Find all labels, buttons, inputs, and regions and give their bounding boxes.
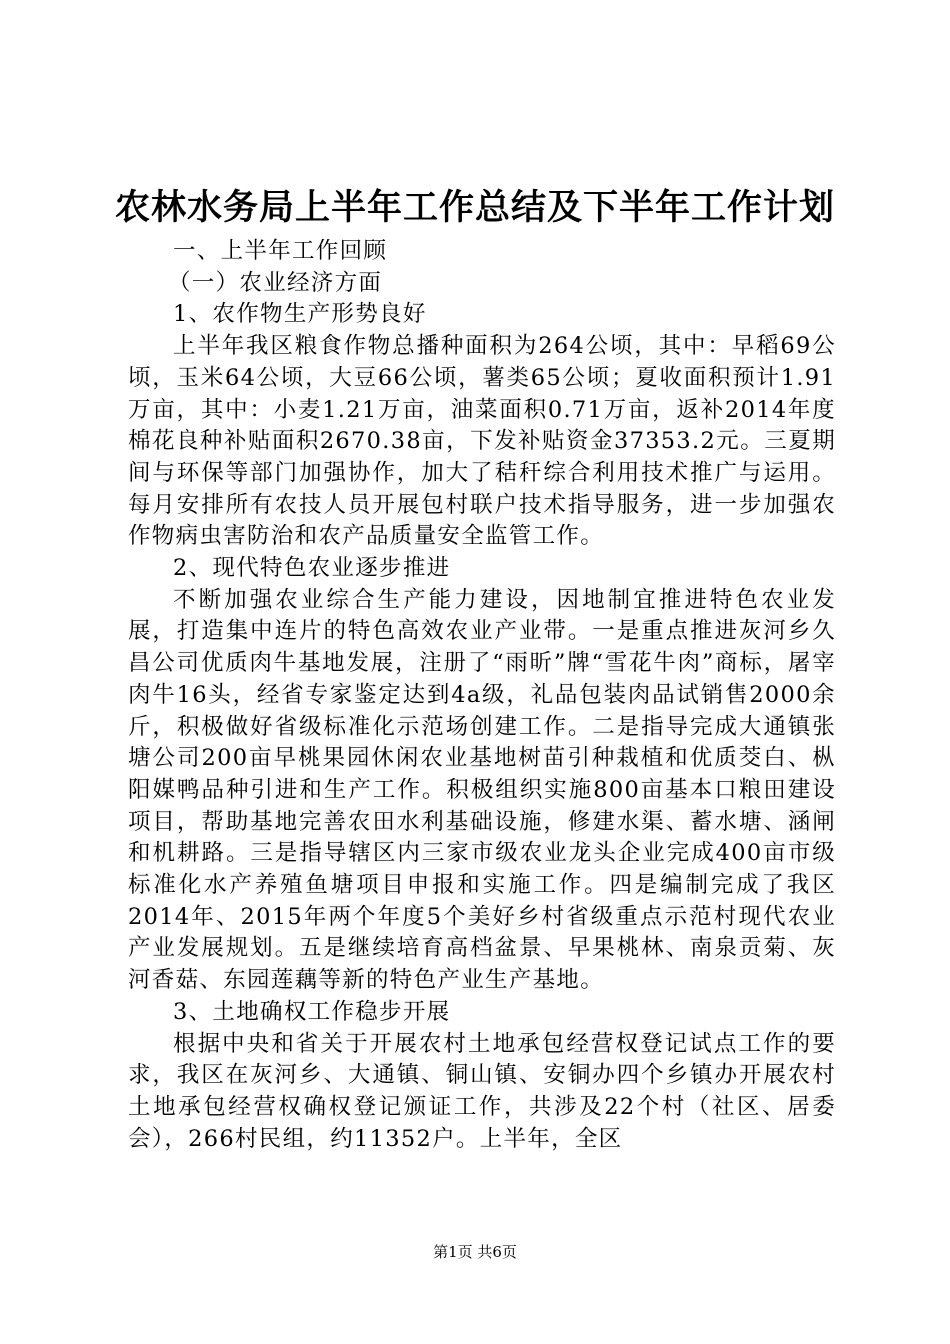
item-heading: 2、现代特色农业逐步推进 (173, 555, 451, 582)
body-paragraph: 不断加强农业综合生产能力建设，因地制宜推进特色农业发展，打造集中连片的特色高效农业产业带。一是重点推进灰河乡久昌公司优质肉牛基地发展，注册了“雨昕”牌“雪花牛肉”商标，屠宰肉牛16头，经省专家鉴定达到4a级，礼品包装肉品试销售2000余斤，积极做好省级标准化示范场创建工作。二是指导完成大通镇张塘公司200亩早桃果园休闲农业基地树苗引种栽植和优质茭白、枞阳媒鸭品种引进和生产工作。积极组织实施800亩基本口粮田建设项目，帮助基地完善农田水利基础设施，修建水渠、蓄水塘、涵闸和机耕路。三是指导辖区内三家市级农业龙头企业完成400亩市级标准化水产养殖鱼塘项目申报和实施工作。四是编制完成了我区2014年、2015年两个年度5个美好乡村省级重点示范村现代农业产业发展规划。五是继续培育高档盆景、早果桃林、南泉贡菊、灰河香菇、东园莲藕等新的特色产业生产基地。 (128, 586, 836, 994)
document-body (128, 236, 836, 1155)
item-heading: 1、农作物生产形势良好 (173, 301, 427, 328)
document-title: 农林水务局上半年工作总结及下半年工作计划 (114, 188, 835, 228)
subsection-heading: （一）农业经济方面 (168, 269, 383, 296)
page-footer: 第1页 共6页 (433, 1243, 517, 1261)
section-heading: 一、上半年工作回顾 (173, 238, 388, 264)
body-paragraph: 根据中央和省关于开展农村土地承包经营权登记试点工作的要求，我区在灰河乡、大通镇、铜山镇、安铜办四个乡镇办开展农村土地承包经营权确权登记颁证工作，共涉及22个村（社区、居委会），266村民组，约11352户。上半年，全区 (128, 1030, 836, 1152)
body-paragraph: 上半年我区粮食作物总播种面积为264公顷，其中：早稻69公顷，玉米64公顷，大豆66公顷，薯类65公顷；夏收面积预计1.91万亩，其中：小麦1.21万亩，油菜面积0.71万亩，返补2014年度棉花良种补贴面积2670.38亩，下发补贴资金37353.2元。三夏期间与环保等部门加强协作，加大了秸秆综合利用技术推广与运用。每月安排所有农技人员开展包村联户技术指导服务，进一步加强农作物病虫害防治和农产品质量安全监管工作。 (128, 333, 836, 550)
item-heading: 3、土地确权工作稳步开展 (173, 998, 451, 1025)
